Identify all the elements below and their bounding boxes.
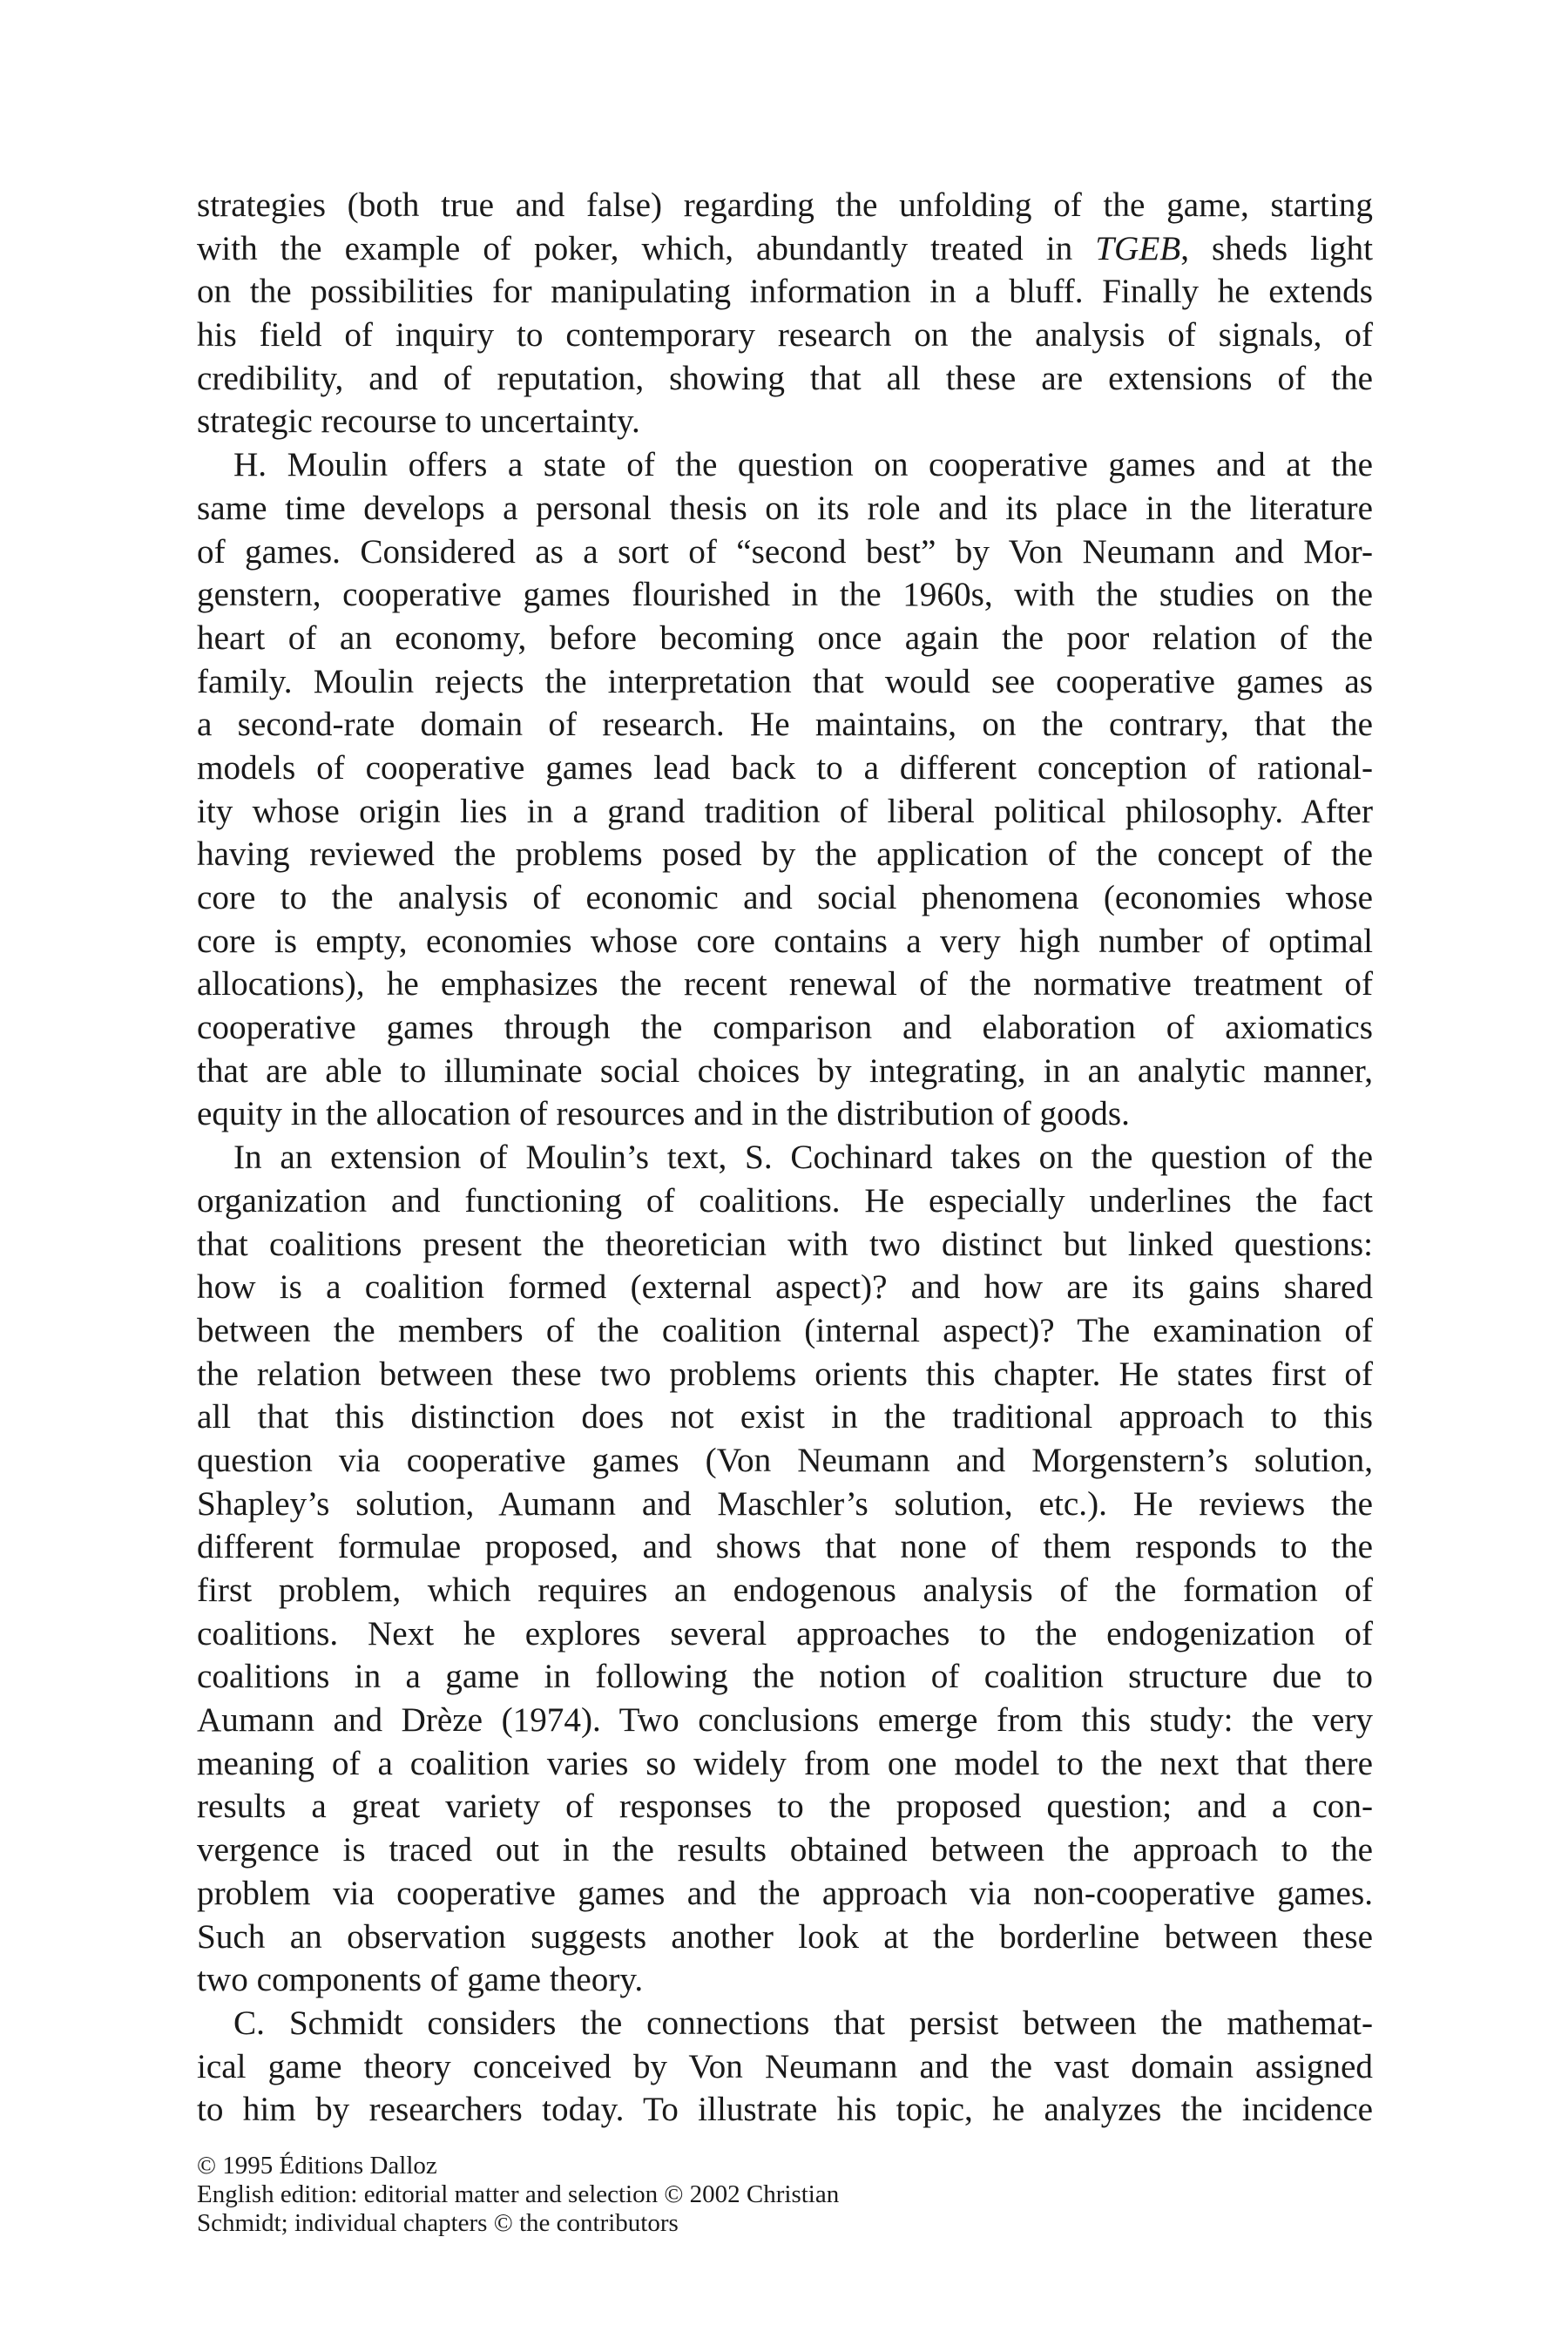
paragraph-2-line-4 (197, 573, 1373, 617)
text-run: ical game theory conceived by Von Neumann and the vast domain assigned (197, 2047, 1373, 2085)
text-run: genstern, cooperative games flourished in the 1960s, with the studies on the (197, 576, 1373, 614)
text-run: , sheds light (1180, 229, 1373, 267)
text-run: to him by researchers today. To illustrate his topic, he analyzes the incidence (197, 2091, 1373, 2129)
text-run: coalitions. Next he explores several approaches to the endogenization of (197, 1614, 1373, 1652)
paragraph-3-line-1 (197, 1136, 1373, 1179)
text-run: of games. Considered as a sort of “second best” by Von Neumann and Mor- (197, 532, 1373, 571)
copyright-line-2: English edition: editorial matter and selection © 2002 Christian (197, 2180, 840, 2208)
text-run: strategies (both true and false) regarding the unfolding of the game, starting (197, 186, 1373, 224)
text-run: allocations), he emphasizes the recent renewal of the normative treatment of (197, 965, 1373, 1004)
paragraph-3-line-6 (197, 1353, 1373, 1396)
text-run: coalitions in a game in following the notion of coalition structure due to (197, 1658, 1373, 1696)
paragraph-2-line-8 (197, 747, 1373, 790)
paragraph-1-line-1 (197, 184, 1373, 227)
paragraph-2-line-16 (197, 1092, 1373, 1136)
text-run: vergence is traced out in the results obtained between the approach to the (197, 1831, 1373, 1869)
text-run: the relation between these two problems orients this chapter. He states first of (197, 1355, 1373, 1393)
paragraph-3-line-19 (197, 1916, 1373, 1959)
text-run: core to the analysis of economic and social phenomena (economies whose (197, 879, 1373, 916)
text-run: problem via cooperative games and the approach via non-cooperative games. (197, 1874, 1373, 1912)
paragraph-4-line-2 (197, 2045, 1373, 2089)
paragraph-2-line-7 (197, 703, 1373, 747)
italic-title: TGEB (1095, 229, 1181, 267)
paragraph-3-line-12 (197, 1612, 1373, 1656)
text-run: strategic recourse to uncertainty. (197, 402, 640, 441)
paragraph-3-line-16 (197, 1785, 1373, 1828)
text-run: Shapley’s solution, Aumann and Maschler’s solution, etc.). He reviews the (197, 1484, 1373, 1523)
paragraph-2-line-15 (197, 1050, 1373, 1093)
text-run: question via cooperative games (Von Neumann and Morgenstern’s solution, (197, 1441, 1373, 1479)
text-run: two components of game theory. (197, 1961, 644, 1999)
text-run: on the possibilities for manipulating information in a bluff. Finally he extends (197, 273, 1373, 311)
paragraph-3-line-5 (197, 1309, 1373, 1353)
text-run: ity whose origin lies in a grand tradition of liberal political philosophy. After (197, 792, 1373, 830)
text-run: how is a coalition formed (external aspect)? and how are its gains shared (197, 1268, 1373, 1307)
paragraph-1-line-3 (197, 270, 1373, 314)
paragraph-3-line-9 (197, 1483, 1373, 1526)
paragraph-2-line-6 (197, 660, 1373, 704)
text-run: models of cooperative games lead back to a different conception of rational- (197, 748, 1373, 787)
paragraph-3-line-15 (197, 1742, 1373, 1786)
text-run: first problem, which requires an endogenous analysis of the formation of (197, 1571, 1373, 1609)
text-run: cooperative games through the comparison and elaboration of axiomatics (197, 1009, 1373, 1047)
text-run: H. Moulin offers a state of the question on cooperative games and at the (233, 446, 1373, 484)
copyright-line-1: © 1995 Éditions Dalloz (197, 2152, 437, 2180)
paragraph-3-line-18 (197, 1872, 1373, 1916)
paragraph-2-line-10 (197, 833, 1373, 876)
paragraph-4-line-3 (197, 2088, 1373, 2132)
text-run: having reviewed the problems posed by the application of the concept of the (197, 835, 1373, 874)
paragraph-3-line-13 (197, 1655, 1373, 1699)
text-run: his field of inquiry to contemporary research on the analysis of signals, of (197, 316, 1373, 355)
text-run: same time develops a personal thesis on its role and its place in the literature (197, 489, 1373, 527)
text-run: core is empty, economies whose core contains a very high number of optimal (197, 922, 1373, 960)
paragraph-2-line-14 (197, 1006, 1373, 1050)
paragraph-2-line-13 (197, 963, 1373, 1006)
paragraph-3-line-10 (197, 1525, 1373, 1569)
paragraph-3-line-14 (197, 1699, 1373, 1742)
text-run: equity in the allocation of resources and in the distribution of goods. (197, 1095, 1130, 1133)
copyright-footer (197, 2152, 1155, 2238)
text-run: family. Moulin rejects the interpretation that would see cooperative games as (197, 662, 1373, 700)
text-run: with the example of poker, which, abundantly treated in (197, 229, 1096, 267)
text-run: all that this distinction does not exist in the traditional approach to this (197, 1398, 1373, 1436)
paragraph-3-line-20 (197, 1958, 1373, 2002)
text-run: Aumann and Drèze (1974). Two conclusions emerge from this study: the very (197, 1701, 1373, 1740)
text-run: a second-rate domain of research. He maintains, on the contrary, that the (197, 706, 1373, 744)
text-run: results a great variety of responses to the proposed question; and a con- (197, 1788, 1373, 1826)
copyright-line-3: Schmidt; individual chapters © the contributors (197, 2209, 679, 2237)
body-text (197, 184, 1373, 2132)
text-run: organization and functioning of coalitions. He especially underlines the fact (197, 1181, 1373, 1220)
text-run: that coalitions present the theoretician with two distinct but linked questions: (197, 1225, 1373, 1263)
paragraph-3-line-7 (197, 1396, 1373, 1439)
paragraph-1-line-6 (197, 400, 1373, 443)
text-run: meaning of a coalition varies so widely from one model to the next that there (197, 1744, 1373, 1782)
text-run: credibility, and of reputation, showing that all these are extensions of the (197, 359, 1373, 397)
text-run: In an extension of Moulin’s text, S. Cochinard takes on the question of the (233, 1139, 1373, 1177)
paragraph-2-line-1 (197, 443, 1373, 487)
text-run: Such an observation suggests another look at the borderline between these (197, 1917, 1373, 1956)
paragraph-3-line-11 (197, 1569, 1373, 1612)
paragraph-3-line-8 (197, 1439, 1373, 1483)
paragraph-3-line-3 (197, 1223, 1373, 1267)
paragraph-2-line-12 (197, 920, 1373, 963)
paragraph-3-line-4 (197, 1266, 1373, 1309)
paragraph-1-line-5 (197, 357, 1373, 401)
text-run: that are able to illuminate social choices by integrating, in an analytic manner, (197, 1051, 1373, 1090)
paragraph-1-line-2 (197, 227, 1373, 271)
paragraph-2-line-11 (197, 876, 1373, 920)
paragraph-2-line-9 (197, 790, 1373, 834)
paragraph-3-line-17 (197, 1828, 1373, 1872)
paragraph-3-line-2 (197, 1179, 1373, 1223)
text-run: different formulae proposed, and shows that none of them responds to the (197, 1528, 1373, 1566)
text-run: heart of an economy, before becoming once again the poor relation of the (197, 618, 1373, 657)
text-run: C. Schmidt considers the connections that persist between the mathemat- (233, 2004, 1373, 2042)
paragraph-2-line-2 (197, 487, 1373, 531)
paragraph-2-line-3 (197, 531, 1373, 574)
paragraph-1-line-4 (197, 314, 1373, 357)
paragraph-2-line-5 (197, 617, 1373, 660)
paragraph-4-line-1 (197, 2002, 1373, 2045)
text-run: between the members of the coalition (internal aspect)? The examination of (197, 1311, 1373, 1349)
